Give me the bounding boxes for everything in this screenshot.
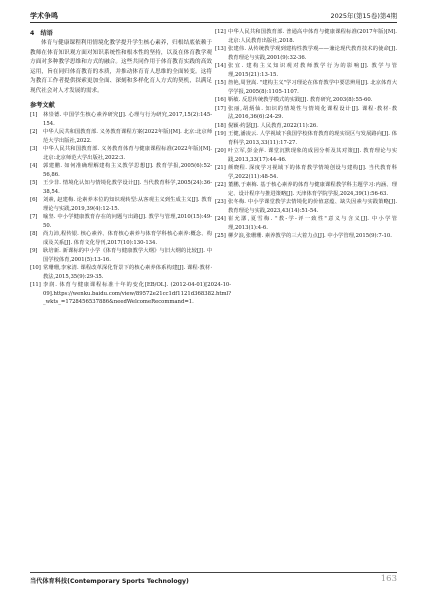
reference-item	[30, 179, 212, 196]
reference-item	[30, 247, 212, 264]
reference-text: 中华人民共和国教育部. 义务教育体育与健康课程标准(2022年版)[M]. 北京:北京师范大学出版社,2022:3.	[43, 146, 212, 161]
reference-text: 张宜. 建构主义知识观对教师教学行为的影响[J]. 教学与管理,2015(21):13-15.	[228, 63, 397, 78]
reference-number: [23]	[215, 199, 226, 205]
reference-item	[30, 196, 212, 213]
reference-text: 尚力沛,程传银. 核心素养、体育核心素养与体育学科核心素养:概念、构成及关系[J]. 体育文化导刊,2017(10):130-134.	[43, 231, 212, 246]
reference-item	[215, 198, 397, 215]
reference-number: [12]	[215, 29, 226, 35]
reference-item	[30, 128, 212, 145]
reference-number: [9]	[30, 248, 38, 254]
reference-text: 董鹏,于素梅. 基于核心素养的体育与健康课程教学科主题学习:内涵、理定、设计程序与推进策略[J]. 天津体育学院学报,2024,39(1):56-63.	[228, 182, 397, 197]
reference-item	[30, 230, 212, 247]
footer-journal-name: 当代体育科技(Contemporary Sports Technology)	[30, 578, 189, 585]
reference-number: [10]	[30, 265, 41, 271]
reference-text: 詹艳,周登嵩. "建构主义"学习理论在体育教学中要思辨用[J]. 北京体育大学学报,2005(8):1105-1107.	[228, 80, 397, 95]
reference-item	[215, 122, 397, 131]
footer-divider	[30, 572, 397, 573]
reference-text: 颜晓程. 深度学习视域下的体育教学情境创设与建构[J]. 当代教育科学,2022(11):48-54.	[228, 165, 397, 180]
references-heading: 参考文献	[30, 102, 55, 109]
reference-number: [14]	[215, 63, 226, 69]
reference-text: 郭建鹏. 如何准确理解建构主义教学思想[J]. 教育学报,2005(6):52-56,86.	[43, 163, 212, 178]
reference-item	[215, 79, 397, 96]
reference-text: 中华人民共和国教育部. 义务教育课程方案(2022年版)[M]. 北京:北京师范大学出版社,2022.	[43, 129, 212, 144]
reference-text: 张建伟. 从传统教学观到建构性教学观——兼论现代教育技术的使命[J]. 教育理论与实践,2001(9):32-36.	[228, 46, 397, 61]
reference-text: 耿培新. 新课标的中小学《体育与健康教学大纲》与旧大纲的比较[J]. 中国学校体育,2001(5):13-16.	[43, 248, 212, 263]
reference-item	[30, 213, 212, 230]
reference-number: [17]	[215, 105, 226, 112]
reference-number: [8]	[30, 231, 38, 237]
reference-item	[215, 181, 397, 198]
conclusion-heading: 4 结语	[30, 30, 53, 37]
reference-number: [20]	[215, 148, 226, 154]
page-number: 163	[380, 574, 397, 584]
reference-item	[215, 147, 397, 164]
reference-text: 喻坚. 中小学健康教育存在的问题与出路[J]. 教学与管理,2010(15):49-50.	[43, 214, 212, 229]
reference-item	[215, 130, 397, 147]
reference-text: 靳敏. 反思传统教学模式的实践[J]. 教育研究,2003(8):55-60.	[228, 97, 373, 103]
reference-text: 李润. 体育与健康课程标准十年的变化[EB/OL]. (2012-04-01)[2024-10-09].https://wenku.baidu.com/view/89572e21cc1df1121d368382.html?_wkts_=1728456537886&needWelcomeRecommand=1.	[43, 282, 232, 305]
reference-item	[30, 145, 212, 162]
reference-number: [5]	[30, 180, 38, 186]
reference-item	[215, 164, 397, 181]
reference-item	[30, 162, 212, 179]
reference-number: [1]	[30, 112, 38, 118]
reference-item	[30, 264, 212, 281]
reference-number: [3]	[30, 146, 38, 152]
reference-item	[215, 45, 397, 62]
reference-number: [13]	[215, 46, 226, 52]
reference-number: [6]	[30, 197, 38, 203]
reference-text: 王少非. 情境化认知与情境化教学设计[J]. 当代教育科学,2005(24):36-38,54.	[43, 180, 212, 195]
reference-list-right	[215, 28, 397, 241]
reference-text: 刘素, 赵建梅. 论素养本位的知识观转型:从客观主义到生成主义[J]. 教育理论与实践,2019,39(4):12-15.	[43, 197, 212, 212]
reference-number: [22]	[215, 182, 226, 188]
reference-text: 崔允漷,夏雪梅. "教-学-评一致性"意义与含义[J]. 中小学管理,2013(1):4-6.	[228, 216, 397, 231]
reference-item	[215, 62, 397, 79]
reference-text: 张冬梅. 中小学课堂教学去情境化的价值意蕴、缺失因素与实践策略[J]. 教育理论与实践,2023,43(14):51-54.	[228, 199, 397, 214]
reference-number: [11]	[30, 282, 41, 288]
reference-number: [19]	[215, 131, 226, 137]
header-divider	[30, 22, 397, 23]
reference-text: 倪颖·约瑟[J]. 人民教育,2022(11):26.	[228, 122, 318, 129]
reference-number: [18]	[215, 122, 226, 129]
conclusion-paragraph: 体育与健康课程利用情境化教学提升学生核心素养，归根结底依赖于教师在体育知识观方面对知识系统性和根本性的坚持，以及在体育教学观方面对多种教学思维和方式的融合。这些共同作用于体育教育实践的高效运用，旨在同归体育教育的本质，并推动体育育人思维的全面转变。这将为教育工作者提供探索更加全面、深刻和多样化育人方式的契机，以满足现代社会对人才发展的需求。	[30, 40, 212, 94]
reference-item	[215, 215, 397, 232]
reference-item	[215, 28, 397, 45]
reference-text: 柳夕浪,张珊珊. 素养教学的三大着力点[J]. 中小学管理,2015(9):7-10.	[228, 233, 392, 239]
reference-number: [16]	[215, 97, 226, 103]
reference-number: [7]	[30, 214, 38, 220]
reference-number: [2]	[30, 129, 38, 135]
reference-item	[215, 96, 397, 105]
reference-text: 常珊珊,李家清. 课程改革深化背景下的核心素养体系构建[J]. 课程·教材·教法,2015,35(9):29-35.	[43, 265, 212, 280]
issue-label: 2025年(第15卷)第4期	[330, 12, 397, 20]
reference-text: 中华人民共和国教育部. 普通高中体育与健康课程标准(2017年版)[M]. 北京:人民教育出版社,2018.	[228, 29, 397, 44]
reference-item	[215, 105, 397, 122]
right-column	[215, 28, 397, 241]
reference-number: [25]	[215, 233, 226, 239]
reference-text: 叶立军,彭金萍. 课堂沉默现象的成因分析及其对策[J]. 教育理论与实践,2013,33(17):44-46.	[228, 148, 397, 163]
reference-number: [4]	[30, 163, 38, 169]
reference-item	[30, 111, 212, 128]
reference-text: 王健,潘凌云. 人学视域下我国学校体育教育的现实误区与发展路向[J]. 体育科学,2013,33(11):17-27.	[228, 131, 397, 146]
reference-item	[30, 281, 232, 307]
reference-item	[215, 232, 397, 241]
reference-number: [24]	[215, 216, 226, 222]
reference-number: [15]	[215, 80, 226, 86]
journal-section-label: 学术争鸣	[30, 12, 58, 20]
reference-text: 林崇德. 中国学生核心素养研究[J]. 心理与行为研究,2017,15(2):145-154.	[43, 112, 212, 127]
reference-number: [21]	[215, 165, 226, 171]
reference-text: 张丽,胡炳仙. 知识的情境性与情境化课程设计[J]. 课程·教材·教法,2016,36(6):24-29.	[228, 105, 397, 120]
